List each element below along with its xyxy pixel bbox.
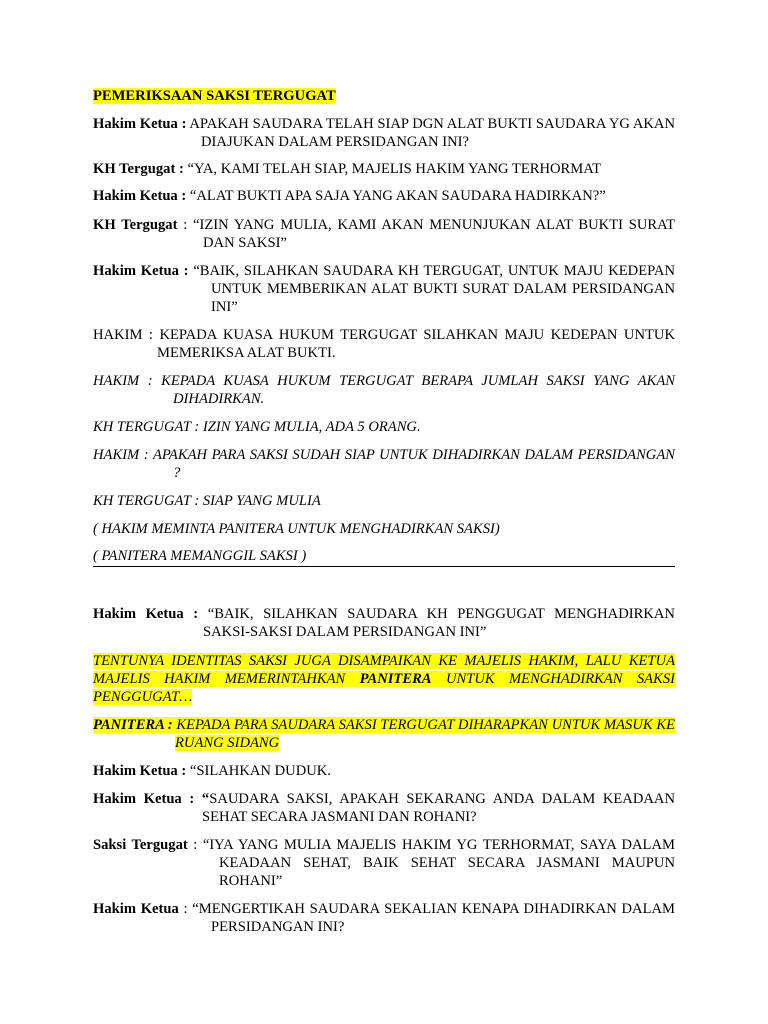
highlighted-dialog: PANITERA : KEPADA PARA SAUDARA SAKSI TERGUGAT DIHARAPKAN UNTUK MASUK KE RUANG SIDANG xyxy=(93,717,675,751)
dialog-line: Hakim Ketua : “BAIK, SILAHKAN SAUDARA KH TERGUGAT, UNTUK MAJU KEDEPAN UNTUK MEMBERIKAN ALAT BUKTI SURAT DALAM PERSIDANGAN INI” xyxy=(93,263,675,315)
dialog-line: KH Tergugat : “YA, KAMI TELAH SIAP, MAJELIS HAKIM YANG TERHORMAT xyxy=(93,161,602,177)
dialog-line: Hakim Ketua : “MENGERTIKAH SAUDARA SEKALIAN KENAPA DIHADIRKAN DALAM PERSIDANGAN INI? xyxy=(93,901,676,935)
dialog-line: KH Tergugat : “IZIN YANG MULIA, KAMI AKAN MENUNJUKAN ALAT BUKTI SURAT DAN SAKSI” xyxy=(93,217,675,251)
dialog-line: HAKIM : KEPADA KUASA HUKUM TERGUGAT SILAHKAN MAJU KEDEPAN UNTUK MEMERIKSA ALAT BUKTI. xyxy=(93,327,675,361)
dialog-line: KH TERGUGAT : IZIN YANG MULIA, ADA 5 ORANG. xyxy=(93,419,421,435)
dialog-line: Hakim Ketua : APAKAH SAUDARA TELAH SIAP DGN ALAT BUKTI SAUDARA YG AKAN DIAJUKAN DALAM PERSIDANGAN INI? xyxy=(93,116,675,150)
dialog-line: HAKIM : APAKAH PARA SAKSI SUDAH SIAP UNTUK DIHADIRKAN DALAM PERSIDANGAN ? xyxy=(93,447,675,481)
highlighted-note: TENTUNYA IDENTITAS SAKSI JUGA DISAMPAIKAN KE MAJELIS HAKIM, LALU KETUA MAJELIS HAKIM MEMERINTAHKAN PANITERA UNTUK MENGHADIRKAN SAKSI PENGGUGAT… xyxy=(93,653,675,705)
dialog-line: Saksi Tergugat : “IYA YANG MULIA MAJELIS HAKIM YG TERHORMAT, SAYA DALAM KEADAAN SEHAT, BAIK SEHAT SECARA JASMANI MAUPUN ROHANI” xyxy=(93,837,675,889)
stage-direction: ( HAKIM MEMINTA PANITERA UNTUK MENGHADIRKAN SAKSI) xyxy=(93,521,500,537)
page-title: PEMERIKSAAN SAKSI TERGUGAT xyxy=(93,88,336,104)
dialog-line: Hakim Ketua : “ALAT BUKTI APA SAJA YANG AKAN SAUDARA HADIRKAN?” xyxy=(93,188,606,204)
dialog-line: KH TERGUGAT : SIAP YANG MULIA xyxy=(93,493,321,509)
dialog-line: Hakim Ketua : “SAUDARA SAKSI, APAKAH SEKARANG ANDA DALAM KEADAAN SEHAT SECARA JASMANI DAN ROHANI? xyxy=(93,791,676,825)
section-divider xyxy=(93,566,675,567)
dialog-line: Hakim Ketua : “SILAHKAN DUDUK. xyxy=(93,763,331,779)
stage-direction: ( PANITERA MEMANGGIL SAKSI ) xyxy=(93,548,307,564)
dialog-line: Hakim Ketua : “BAIK, SILAHKAN SAUDARA KH PENGGUGAT MENGHADIRKAN SAKSI-SAKSI DALAM PERSIDANGAN INI” xyxy=(93,606,675,640)
dialog-line: HAKIM : KEPADA KUASA HUKUM TERGUGAT BERAPA JUMLAH SAKSI YANG AKAN DIHADIRKAN. xyxy=(93,373,675,407)
